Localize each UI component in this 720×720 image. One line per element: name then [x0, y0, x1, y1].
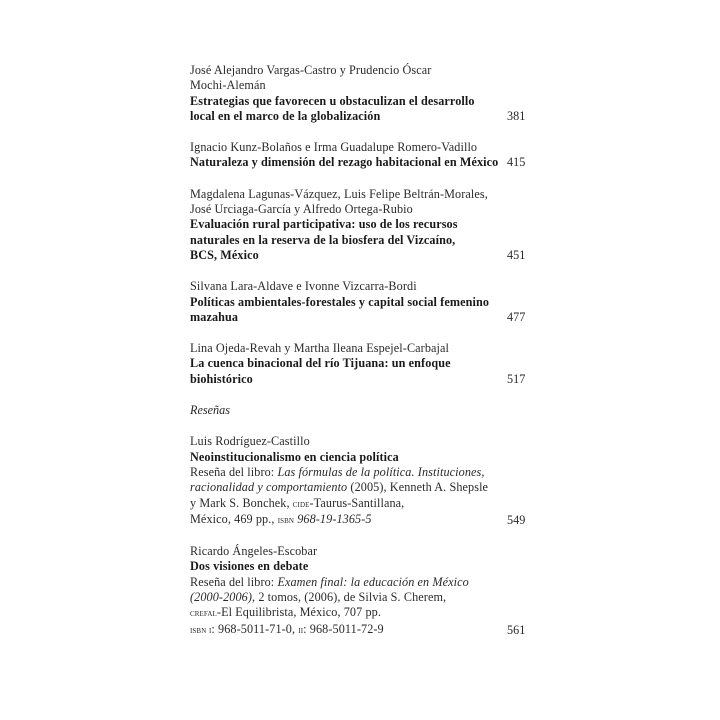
entry-authors: Ignacio Kunz-Bolaños e Irma Guadalupe Romero-Vadillo: [190, 140, 478, 155]
entry-title: BCS, México: [190, 247, 259, 262]
book-title: (2000-2006): [190, 590, 253, 605]
desc-text: Reseña del libro:: [190, 574, 278, 589]
desc-text: -Taurus-Santillana,: [309, 495, 405, 510]
review-entry: [190, 544, 530, 638]
toc-entry: [190, 187, 530, 263]
entry-authors: Magdalena Lagunas-Vázquez, Luis Felipe Beltrán-Morales,: [190, 186, 488, 201]
review-description: [190, 605, 530, 621]
entry-authors: José Alejandro Vargas-Castro y Prudencio Óscar: [190, 63, 432, 77]
entry-authors: José Urciaga-García y Alfredo Ortega-Rubio: [190, 202, 413, 217]
review-entry: [190, 434, 530, 528]
toc-entry: [190, 279, 530, 325]
review-title: Neoinstitucionalismo en ciencia política: [190, 449, 399, 464]
desc-text: México, 469 pp.,: [190, 511, 278, 526]
review-author: Ricardo Ángeles-Escobar: [190, 544, 318, 559]
reviews-section-heading: Reseñas: [190, 403, 230, 418]
entry-title: biohistórico: [190, 371, 253, 386]
book-title: Examen final: la educación en México: [277, 574, 469, 589]
entry-title: naturales en la reserva de la biosfera del Vizcaíno,: [190, 232, 456, 247]
page-number: 549: [507, 512, 526, 527]
review-description: [190, 512, 530, 528]
entry-authors: Mochi-Alemán: [190, 78, 266, 93]
isbn-label: isbn i: [190, 624, 212, 636]
entry-title: Políticas ambientales-forestales y capital social femenino: [190, 294, 490, 309]
desc-text: y Mark S. Bonchek,: [190, 495, 293, 510]
entry-title: local en el marco de la globalización: [190, 108, 381, 123]
toc-entry: [190, 63, 530, 124]
publisher-abbrev: cide: [292, 498, 310, 510]
entry-title: mazahua: [190, 309, 239, 324]
book-title: racionalidad y comportamiento: [190, 480, 348, 495]
entry-authors: Silvana Lara-Aldave e Ivonne Vizcarra-Bordi: [190, 279, 417, 294]
page-number: 381: [507, 108, 526, 123]
isbn-value: : 968-5011-72-9: [303, 621, 384, 636]
review-description: [190, 480, 530, 495]
review-author: Luis Rodríguez-Castillo: [190, 434, 310, 449]
toc-entry: [190, 140, 530, 171]
review-description: [190, 590, 530, 605]
book-title: Las fórmulas de la política. Instituciones,: [277, 464, 485, 479]
toc-entry: [190, 341, 530, 387]
table-of-contents: [190, 63, 530, 654]
isbn-label: ii: [298, 624, 304, 636]
isbn-label: isbn: [277, 514, 295, 526]
page-number: 451: [507, 247, 526, 262]
review-description: [190, 496, 530, 512]
page-number: 517: [507, 371, 526, 386]
desc-text: (2005), Kenneth A. Shepsle: [347, 480, 489, 495]
isbn-value: 968-19-1365-5: [294, 511, 372, 526]
entry-title: Naturaleza y dimensión del rezago habitacional en México: [190, 155, 499, 170]
entry-authors: Lina Ojeda-Revah y Martha Ileana Espejel-Carbajal: [190, 341, 450, 356]
page-number: 415: [507, 155, 526, 170]
desc-text: Reseña del libro:: [190, 464, 278, 479]
review-description: [190, 575, 530, 590]
publisher-abbrev: crefal: [190, 608, 217, 620]
page-number: 477: [507, 309, 526, 324]
desc-text: -El Equilibrista, México, 707 pp.: [216, 605, 382, 620]
review-title: Dos visiones en debate: [190, 559, 309, 574]
entry-title: Evaluación rural participativa: uso de los recursos: [190, 217, 458, 232]
review-description: [190, 622, 530, 638]
entry-title: La cuenca binacional del río Tijuana: un enfoque: [190, 356, 451, 371]
isbn-value: : 968-5011-71-0,: [211, 621, 299, 636]
desc-text: , 2 tomos, (2006), de Silvia S. Cherem,: [252, 590, 447, 605]
entry-title: Estrategias que favorecen u obstaculizan el desarrollo: [190, 93, 475, 108]
page-number: 561: [507, 622, 526, 637]
review-description: [190, 465, 530, 480]
